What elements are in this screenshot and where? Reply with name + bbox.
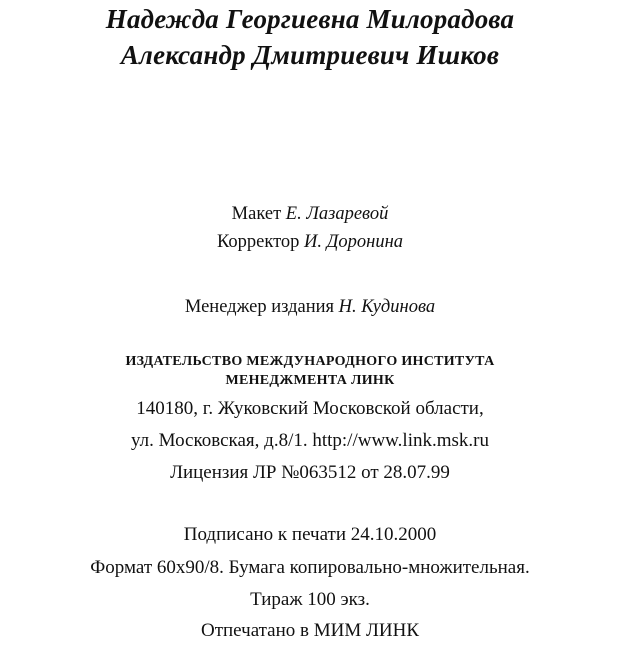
author-name-2: Александр Дмитриевич Ишков <box>120 40 500 70</box>
proofreader-credit-name: И. Доронина <box>304 232 404 252</box>
layout-credit <box>0 204 620 225</box>
publisher-address-line-2: ул. Московская, д.8/1. http://www.link.msk.ru <box>131 430 489 451</box>
manager-credit-label: Менеджер издания <box>184 297 335 317</box>
imprint-signed-date: Подписано к печати 24.10.2000 <box>183 524 437 545</box>
manager-credit <box>0 297 620 318</box>
manager-credit-name: Н. Кудинова <box>338 297 436 317</box>
proofreader-credit <box>0 232 620 253</box>
imprint-print-run: Тираж 100 экз. <box>250 589 370 610</box>
proofreader-credit-label: Корректор <box>216 232 300 252</box>
publisher-name-line-2: МЕНЕДЖМЕНТА ЛИНК <box>225 373 395 388</box>
imprint-format: Формат 60x90/8. Бумага копировально-множительная. <box>90 557 530 578</box>
layout-credit-label: Макет <box>231 204 282 224</box>
imprint-printed-by: Отпечатано в МИМ ЛИНК <box>200 620 420 641</box>
publisher-license: Лицензия ЛР №063512 от 28.07.99 <box>170 462 450 483</box>
author-name-1: Надежда Георгиевна Милорадова <box>105 4 515 34</box>
publisher-address-line-1: 140180, г. Жуковский Московской области, <box>136 398 484 419</box>
publisher-name-line-1: ИЗДАТЕЛЬСТВО МЕЖДУНАРОДНОГО ИНСТИТУТА <box>125 354 495 369</box>
layout-credit-name: Е. Лазаревой <box>285 204 389 224</box>
